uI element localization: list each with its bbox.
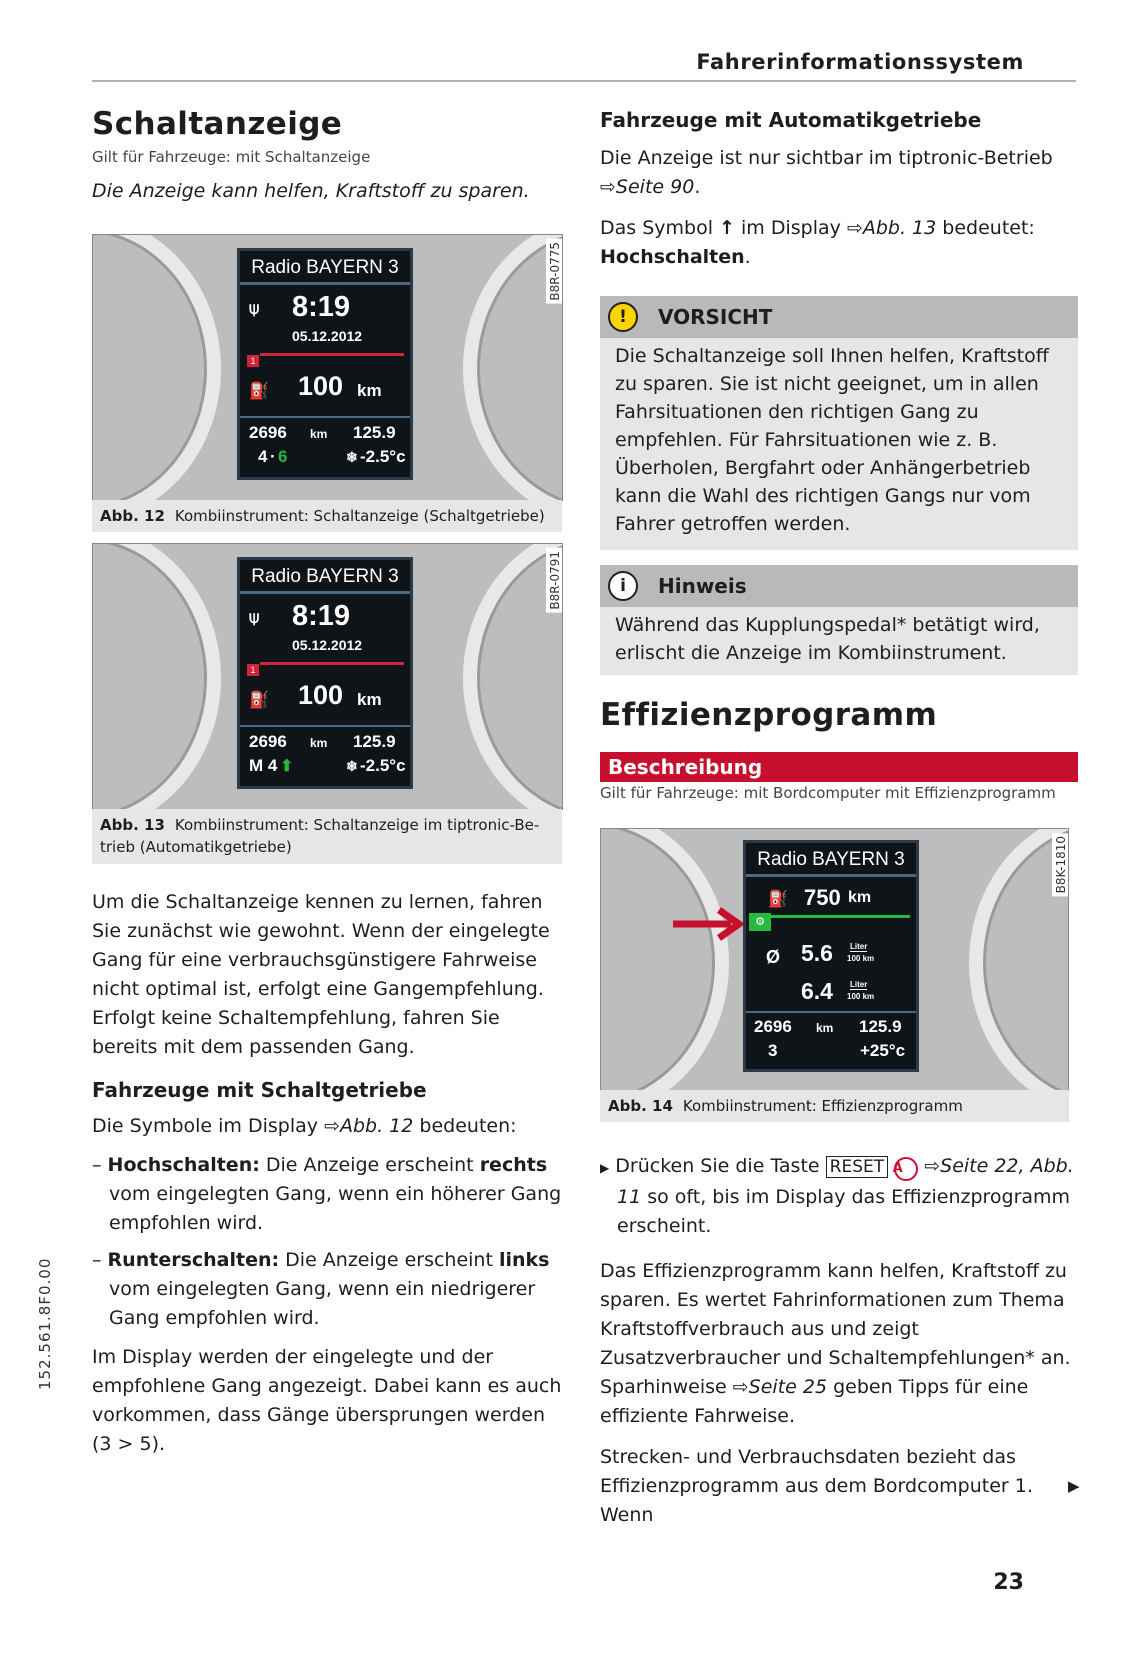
radio-station: Radio BAYERN 3 — [240, 560, 410, 594]
list-emphasis: links — [498, 1249, 550, 1271]
odometer: 2696 — [249, 423, 287, 442]
efficiency-text: geben Tipps für eine effiziente Fahrweise. — [600, 1376, 1029, 1427]
header-rule — [92, 80, 1076, 82]
current-gear: 4 — [258, 447, 268, 466]
reset-key: RESET — [826, 1156, 888, 1178]
list-item: – Hochschalten: Die Anzeige erscheint rechts vom eingelegten Gang, wenn ein höherer Gang empfohlen wird. — [92, 1154, 562, 1234]
step-text: Drücken Sie die Taste — [615, 1155, 820, 1177]
unit-liter: Liter — [850, 980, 868, 989]
up-arrow-icon: ⬆ — [280, 758, 294, 775]
left-column — [92, 106, 562, 202]
list-emphasis: rechts — [479, 1154, 548, 1176]
antenna-icon: ⍦ — [249, 299, 260, 318]
efficiency-text: Das Effizienzprogramm kann helfen, Kraftstoff zu sparen. Es wertet Fahrinformationen zum Thema Kraftstoffverbrauch aus und zeigt Zusatzverbraucher und Schaltempfehlungen* an. Sparhinweise — [600, 1260, 1071, 1398]
list-text: vom eingelegten Gang, wenn ein höherer Gang empfohlen wird. — [109, 1183, 562, 1234]
outside-temperature: -2.5°c — [360, 447, 406, 466]
fuel-pump-icon: ⛽ — [249, 383, 269, 400]
efficiency-bar — [770, 915, 910, 918]
figure-code: B8K-1810 — [1052, 833, 1069, 896]
range-value: 750 — [804, 885, 841, 910]
gear-bar — [260, 662, 404, 665]
gear-marker: 1 — [247, 664, 259, 676]
caption-text: Kombiinstrument: Schaltanzeige (Schaltgetriebe) — [174, 507, 545, 525]
symbol-text: Das Symbol — [600, 217, 713, 239]
odometer-unit: km — [310, 427, 328, 441]
step-text: so oft, bis im Display das Effizienzprogramm erscheint. — [617, 1186, 1071, 1237]
caption-text-cont: trieb (Automatikgetriebe) — [100, 838, 292, 856]
symbol-list — [92, 1151, 562, 1333]
note-box — [600, 565, 1078, 675]
cluster-display — [743, 840, 919, 1072]
clock-time: 8:19 — [292, 291, 351, 323]
note-title: Hinweis — [658, 574, 747, 598]
recommended-gear: 6 — [278, 447, 288, 466]
trip-value: 125.9 — [353, 423, 396, 442]
list-term: Runterschalten: — [107, 1249, 280, 1271]
left-gauge-dial — [92, 543, 221, 810]
section-title-effizienzprogramm: Effizienzprogramm — [600, 697, 938, 733]
figure-13-caption — [92, 809, 562, 864]
page-reference[interactable]: Seite 25 — [748, 1376, 828, 1398]
odometer-unit: km — [310, 736, 328, 750]
reference-arrow-icon: ⇨ — [324, 1115, 340, 1137]
figure-12 — [92, 234, 563, 501]
current-gear: M 4 — [249, 756, 278, 775]
snowflake-icon: ❄ — [346, 449, 358, 465]
left-body — [92, 888, 562, 1459]
range-value: 100 — [298, 371, 344, 401]
caption-label: Abb. 13 — [100, 816, 165, 834]
list-item: – Runterschalten: Die Anzeige erscheint links vom eingelegten Gang, wenn ein niedrigerer Gang empfohlen wird. — [92, 1249, 550, 1329]
warning-icon: ! — [608, 302, 638, 332]
figure-14 — [600, 828, 1069, 1092]
snowflake-icon: ❄ — [346, 758, 358, 774]
list-term: Hochschalten: — [107, 1154, 260, 1176]
efficiency-icon: ⚙ — [749, 913, 771, 931]
odometer: 2696 — [249, 732, 287, 751]
visibility-paragraph: Die Anzeige ist nur sichtbar im tiptronic-Betrieb ⇨Seite 90. — [600, 147, 1053, 198]
display-divider — [746, 1011, 916, 1013]
figure-reference[interactable]: Abb. 11 — [617, 1155, 1074, 1208]
caption-label: Abb. 12 — [100, 507, 165, 525]
applies-to: Gilt für Fahrzeuge: mit Bordcomputer mit Effizienzprogramm — [600, 784, 1056, 802]
intro-paragraph: Um die Schaltanzeige kennen zu lernen, fahren Sie zunächst wie gewohnt. Wenn der eingelegte Gang für eine verbrauchsgünstigere Fahrweise nicht optimal ist, erfolgt eine Gangempfehlung. Erfolgt keine Schaltempfehlung, fahren Sie bereits mit dem passenden Gang. — [92, 891, 550, 1058]
unit-100km: 100 km — [847, 992, 875, 1001]
gear-separator: · — [270, 447, 276, 466]
left-gauge-dial — [600, 828, 729, 1092]
trip-value: 125.9 — [353, 732, 396, 751]
page-number: 23 — [993, 1570, 1024, 1595]
caution-box — [600, 296, 1078, 550]
fuel-pump-icon: ⛽ — [249, 692, 269, 709]
list-text: vom eingelegten Gang, wenn ein niedrigerer Gang empfohlen wird. — [109, 1278, 536, 1329]
range-unit: km — [357, 690, 382, 709]
list-text: Die Anzeige erscheint — [265, 1154, 474, 1176]
consumption-current: 6.4 — [801, 978, 833, 1004]
sub-heading-schaltgetriebe: Fahrzeuge mit Schaltgetriebe — [92, 1078, 427, 1102]
display-divider — [240, 725, 410, 727]
gear-bar — [260, 353, 404, 356]
applies-to: Gilt für Fahrzeuge: mit Schaltanzeige — [92, 148, 371, 166]
lead-text: Die Anzeige kann helfen, Kraftstoff zu sparen. — [92, 180, 530, 202]
efficiency-paragraph — [600, 1257, 1078, 1431]
reference-arrow-icon: ⇨ — [732, 1376, 749, 1398]
symbols-intro: Die Symbole im Display — [92, 1115, 319, 1137]
figure-code: B8R-0791 — [546, 548, 563, 613]
fuel-pump-icon: ⛽ — [768, 891, 788, 908]
reference-arrow-icon: ⇨ — [924, 1155, 941, 1177]
range-unit: km — [357, 381, 382, 400]
unit-100km: 100 km — [847, 954, 875, 963]
cluster-display — [237, 248, 413, 480]
symbols-tail: bedeuten: — [419, 1115, 517, 1137]
antenna-icon: ⍦ — [249, 608, 260, 627]
sub-heading-automatikgetriebe: Fahrzeuge mit Automatikgetriebe — [600, 108, 982, 132]
visibility-text: Die Anzeige ist nur sichtbar im tiptronic-Betrieb — [600, 147, 1053, 169]
reference-arrow-icon: ⇨ — [846, 217, 863, 239]
radio-station: Radio BAYERN 3 — [746, 843, 916, 877]
page-header-title: Fahrerinformationssystem — [696, 50, 1024, 74]
section-bar-beschreibung: Beschreibung — [600, 752, 1078, 782]
date: 05.12.2012 — [292, 328, 363, 344]
odometer-unit: km — [816, 1021, 834, 1035]
reference-arrow-icon: ⇨ — [600, 176, 616, 198]
up-arrow-icon: ↑ — [719, 217, 735, 239]
odometer: 2696 — [754, 1017, 792, 1036]
consumption-average: 5.6 — [801, 940, 833, 966]
cluster-display — [237, 557, 413, 789]
unit-liter: Liter — [850, 942, 868, 951]
step-bullet-icon: ▶ — [600, 1161, 610, 1175]
info-icon: i — [608, 571, 638, 601]
figure-12-caption — [92, 500, 562, 532]
document-code: 152.561.8F0.00 — [36, 1257, 54, 1390]
caption-text: Kombiinstrument: Effizienzprogramm — [682, 1097, 963, 1115]
page-reference[interactable]: Seite 90 — [615, 176, 695, 198]
note-header — [600, 565, 1078, 607]
data-source-paragraph: Strecken- und Verbrauchsdaten bezieht das Effizienzprogramm aus dem Bordcomputer 1. Wenn — [600, 1446, 1033, 1526]
figure-13 — [92, 543, 563, 810]
outside-temperature: -2.5°c — [360, 756, 406, 775]
clock-time: 8:19 — [292, 600, 351, 632]
right-body — [600, 1152, 1078, 1530]
instruction-step — [600, 1152, 1078, 1241]
trip-value: 125.9 — [859, 1017, 902, 1036]
symbol-text: bedeutet: — [942, 217, 1035, 239]
caption-label: Abb. 14 — [608, 1097, 673, 1115]
symbols-paragraph — [92, 1112, 562, 1141]
caution-header — [600, 296, 1078, 338]
left-gauge-dial — [92, 234, 221, 501]
caution-title: VORSICHT — [658, 305, 773, 329]
continue-triangle-icon: ▶ — [1068, 1477, 1080, 1495]
current-gear: 3 — [768, 1041, 778, 1060]
marker-a: A — [894, 1157, 918, 1181]
note-text: Während das Kupplungspedal* betätigt wird, erlischt die Anzeige im Kombiinstrument. — [615, 614, 1040, 664]
section-title-schaltanzeige: Schaltanzeige — [92, 106, 343, 142]
display-divider — [240, 416, 410, 418]
figure-code: B8R-0775 — [546, 239, 563, 304]
figure-14-caption — [600, 1090, 1069, 1122]
caution-text: Die Schaltanzeige soll Ihnen helfen, Kraftstoff zu sparen. Sie ist nicht geeignet, um in allen Fahrsituationen den richtigen Gang zu empfehlen. Für Fahrsituationen wie z. B. Überholen, Bergfahrt oder Anhängerbetrieb kann die Wahl des richtigen Gangs nur vom Fahrer getroffen werden. — [615, 345, 1049, 535]
gear-marker: 1 — [247, 355, 259, 367]
range-unit: km — [848, 889, 872, 906]
range-value: 100 — [298, 680, 344, 710]
average-symbol: Ø — [766, 947, 781, 967]
right-column-top — [600, 108, 1078, 272]
figure-reference[interactable]: Abb. 13 — [862, 217, 937, 239]
page-reference[interactable]: Seite 22, — [940, 1155, 1025, 1177]
figure-reference[interactable]: Abb. 12 — [339, 1115, 414, 1137]
list-text: Die Anzeige erscheint — [285, 1249, 493, 1271]
outside-temperature: +25°c — [860, 1041, 906, 1060]
symbol-text: im Display — [741, 217, 841, 239]
caption-text: Kombiinstrument: Schaltanzeige im tiptronic-Be- — [174, 816, 540, 834]
gear-display-paragraph: Im Display werden der eingelegte und der empfohlene Gang angezeigt. Dabei kann es auch vorkommen, dass Gänge übersprungen werden (3 > 5). — [92, 1346, 562, 1455]
symbol-paragraph: Das Symbol ↑ im Display ⇨Abb. 13 bedeutet: Hochschalten. — [600, 217, 1035, 268]
symbol-meaning: Hochschalten — [600, 246, 745, 268]
radio-station: Radio BAYERN 3 — [240, 251, 410, 285]
date: 05.12.2012 — [292, 637, 363, 653]
